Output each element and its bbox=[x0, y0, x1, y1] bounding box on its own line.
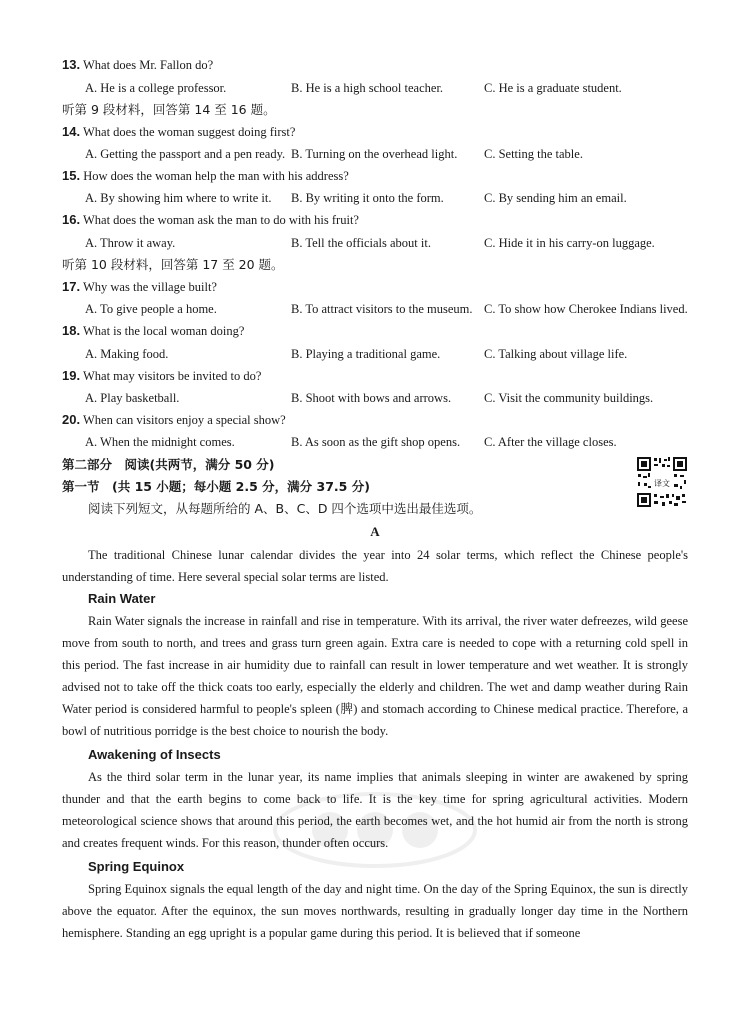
option-18-c: C. Talking about village life. bbox=[484, 347, 628, 361]
option-15-b: B. By writing it onto the form. bbox=[291, 191, 444, 205]
heading-rain-water: Rain Water bbox=[88, 591, 156, 606]
option-13-c: C. He is a graduate student. bbox=[484, 81, 622, 95]
passage-intro: The traditional Chinese lunar calendar divides the year into 24 solar terms, which reflect the Chinese people's understanding of time. Here several special solar terms are listed. bbox=[62, 548, 688, 584]
reading-directions: 阅读下列短文，从每题所给的 A、B、C、D 四个选项中选出最佳选项。 bbox=[88, 501, 482, 516]
option-17-c: C. To show how Cherokee Indians lived. bbox=[484, 302, 688, 316]
paragraph-awakening-of-insects: As the third solar term in the lunar year, its name implies that animals sleeping in winter are awakened by spring thunder and that the earth begins to come back to life. It is the key time for spring agricultural activities. Modern meteorological science shows that around this period, the earth becomes wet, and the hot humid air from the north is strong and creates frequent winds. For this reason, thunder often occurs. bbox=[62, 770, 688, 850]
question-15: 15. How does the woman help the man with his address? bbox=[62, 168, 349, 183]
option-17-b: B. To attract visitors to the museum. bbox=[291, 302, 473, 316]
qr-label: 译文 bbox=[654, 479, 670, 488]
option-16-a: A. Throw it away. bbox=[85, 236, 176, 250]
option-19-b: B. Shoot with bows and arrows. bbox=[291, 391, 452, 405]
instruction-passage9: 听第 9 段材料，回答第 14 至 16 题。 bbox=[62, 102, 276, 117]
option-15-c: C. By sending him an email. bbox=[484, 191, 627, 205]
qr-code-icon bbox=[636, 456, 688, 508]
option-14-a: A. Getting the passport and a pen ready. bbox=[85, 147, 286, 161]
question-20: 20. When can visitors enjoy a special show? bbox=[62, 412, 286, 427]
instruction-passage10: 听第 10 段材料，回答第 17 至 20 题。 bbox=[62, 257, 284, 272]
question-18: 18. What is the local woman doing? bbox=[62, 323, 245, 338]
option-17-a: A. To give people a home. bbox=[85, 302, 217, 316]
question-14: 14. What does the woman suggest doing first? bbox=[62, 124, 296, 139]
option-16-c: C. Hide it in his carry-on luggage. bbox=[484, 236, 655, 250]
question-13: 13. What does Mr. Fallon do? bbox=[62, 57, 214, 72]
option-19-c: C. Visit the community buildings. bbox=[484, 391, 654, 405]
option-20-a: A. When the midnight comes. bbox=[85, 435, 235, 449]
option-16-b: B. Tell the officials about it. bbox=[291, 236, 431, 250]
paragraph-spring-equinox: Spring Equinox signals the equal length of the day and night time. On the day of the Spring Equinox, the sun is directly above the equator. After the equinox, the sun moves northwards, resulting in gradually longer day time in the Northern hemisphere. Standing an egg upright is a popular game during this period. It is believed that if someone bbox=[62, 882, 688, 940]
paragraph-rain-water: Rain Water signals the increase in rainfall and rise in temperature. With its arrival, the river water defreezes, wild geese move from south to north, and trees and grass turn green again. Extra care is needed to cope with a returning cold spell in this period. The fast increase in air humidity due to rainfall can result in lower temperature and wet weather. It is strongly advised not to take off the thick coats too early, especially the elderly and children. The wet and damp weather during Rain Water period is considered harmful to people's spleen (脾) and stomach according to Chinese medical practice. Therefore, a bowl of nutritious porridge is the best choice to nourish the body. bbox=[62, 614, 688, 738]
option-18-b: B. Playing a traditional game. bbox=[291, 347, 441, 361]
question-16: 16. What does the woman ask the man to do with his fruit? bbox=[62, 212, 359, 227]
option-14-b: B. Turning on the overhead light. bbox=[291, 147, 458, 161]
option-20-b: B. As soon as the gift shop opens. bbox=[291, 435, 461, 449]
part-two-heading: 第二部分 阅读(共两节，满分 50 分) bbox=[62, 457, 275, 472]
option-13-a: A. He is a college professor. bbox=[85, 81, 227, 95]
option-15-a: A. By showing him where to write it. bbox=[85, 191, 272, 205]
passage-label: A bbox=[370, 524, 380, 539]
option-20-c: C. After the village closes. bbox=[484, 435, 617, 449]
heading-spring-equinox: Spring Equinox bbox=[88, 859, 185, 874]
question-19: 19. What may visitors be invited to do? bbox=[62, 368, 262, 383]
heading-awakening-of-insects: Awakening of Insects bbox=[88, 747, 221, 762]
option-18-a: A. Making food. bbox=[85, 347, 169, 361]
question-17: 17. Why was the village built? bbox=[62, 279, 217, 294]
option-19-a: A. Play basketball. bbox=[85, 391, 180, 405]
option-14-c: C. Setting the table. bbox=[484, 147, 583, 161]
option-13-b: B. He is a high school teacher. bbox=[291, 81, 444, 95]
section-one-heading: 第一节 (共 15 小题；每小题 2.5 分，满分 37.5 分) bbox=[62, 479, 370, 494]
